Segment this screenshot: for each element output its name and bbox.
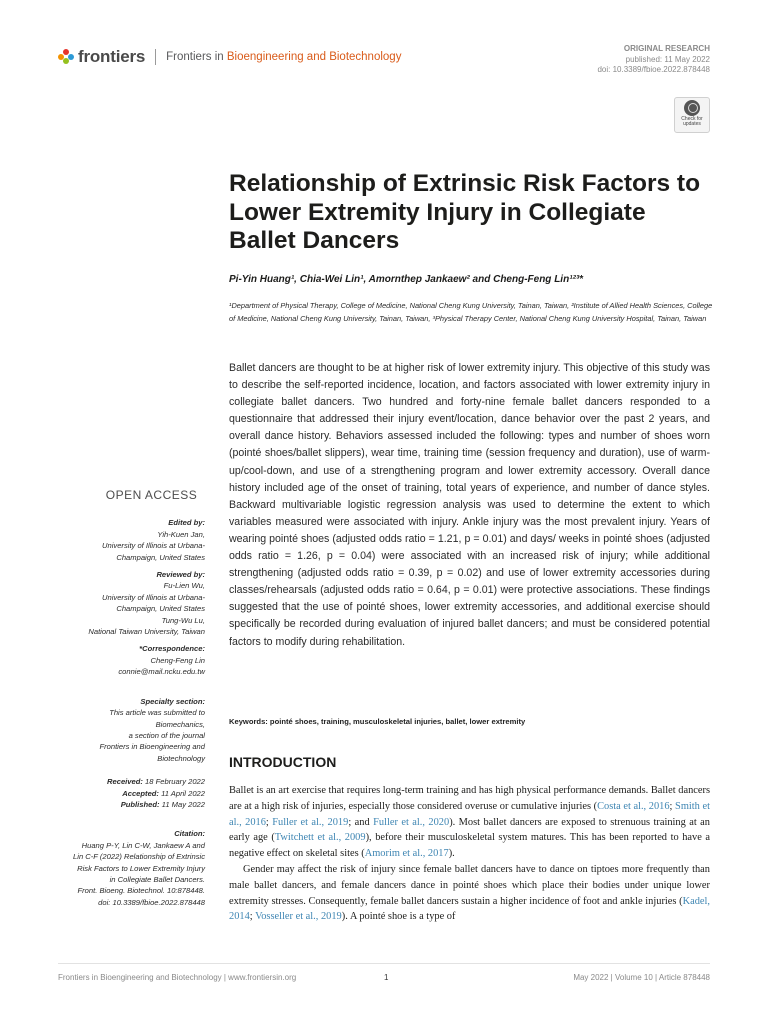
journal-logo[interactable] — [58, 44, 401, 70]
accepted-date: Accepted: 11 April 2022 — [122, 788, 205, 798]
affiliations: ¹Department of Physical Therapy, College of Medicine, National Cheng Kung University, Tainan, Taiwan, ²Institute of Allied Health Sciences, College of Medicine, National Cheng Kung University, Tainan, Taiwan, ³Physical Therapy Center, National Cheng Kung University Hospital, Tainan, Taiwan — [229, 301, 713, 323]
editor-affiliation: Champaign, United States — [116, 552, 205, 562]
specialty-text: Biomechanics, — [155, 719, 205, 729]
citation-link[interactable]: Kadel, 2014 — [229, 895, 710, 923]
published-date: published: 11 May 2022 — [625, 54, 710, 64]
reviewed-by-label: Reviewed by: — [156, 570, 205, 580]
citation-link[interactable]: Fuller et al., 2020 — [373, 816, 450, 828]
correspondence-email[interactable]: connie@mail.ncku.edu.tw — [118, 667, 205, 677]
brand-name: frontiers — [78, 47, 146, 66]
citation-text: Risk Factors to Lower Extremity Injury — [77, 863, 205, 873]
check-for-updates-button[interactable] — [674, 97, 710, 133]
section-heading-introduction: INTRODUCTION — [229, 754, 337, 770]
author-list: Pi-Yin Huang¹, Chia-Wei Lin¹, Amornthep Jankaew² and Cheng-Feng Lin¹²³* — [229, 274, 584, 285]
reviewer-affiliation: Champaign, United States — [116, 604, 205, 614]
keywords: Keywords: pointé shoes, training, musculoskeletal injuries, ballet, lower extremity — [229, 717, 526, 726]
reviewer-name: Fu-Lien Wu, — [163, 581, 205, 591]
citation-label: Citation: — [174, 829, 205, 839]
article-type: ORIGINAL RESEARCH — [623, 44, 710, 53]
citation-link[interactable]: Vosseller et al., 2019 — [255, 911, 342, 923]
article-title: Relationship of Extrinsic Risk Factors to Lower Extremity Injury in Collegiate Ballet Dancers — [229, 170, 701, 254]
correspondence-name: Cheng-Feng Lin — [150, 655, 205, 665]
header-divider — [155, 49, 156, 65]
doi-link[interactable]: doi: 10.3389/fbioe.2022.878448 — [597, 65, 710, 74]
frontiers-logo-icon — [58, 49, 74, 65]
abstract: Ballet dancers are thought to be at higher risk of lower extremity injury. This objective of this study was to describe the self-reported incidence, location, and factors associated with lower extremity injury in collegiate ballet dancers. Two hundred and forty-nine female ballet dancers responded to a questionnaire that addressed their injury event/location, dance behavior over the past 2 years, and overall dance history. Behaviors assessed included the following: types and number of shoes worn (pointé shoes/ballet slippers), wear time, training time (session frequency and duration), use of warm-up/cool-down, and use of a strengthening program and lower extremity accessory. Overall dance history included age of the onset of training, total years of experience, and number of dance styles. Backward multivariable logistic regression analysis was used to determine the extent to which variables measured were associated with injury. Ankle injury was the most prevalent injury. Years of wearing pointé shoes (adjusted odds ratio = 1.21, p = 0.01) and days/ weeks in pointé shoes (adjusted odds ratio = 1.26, p = 0.04) were associated with an increased risk of injury; while additional strengthening (adjusted odds ratio = 0.39, p = 0.02) and use of lower extremity accessories during classes/rehearsals (adjusted odds ratio = 0.64, p = 0.01) were protective associations. These findings suggested that the use of pointé shoes, lower extremity accessories, and additional exercise should specifically be recorded during evaluation of injured ballet dancers; and must be considered potential factors to modify during rehabilitation. — [229, 362, 710, 648]
introduction-body — [229, 783, 710, 925]
citation-doi[interactable]: doi: 10.3389/fbioe.2022.878448 — [98, 897, 205, 907]
footer-divider — [58, 963, 710, 964]
edited-by-label: Edited by: — [168, 518, 205, 528]
citation-link[interactable]: Costa et al., 2016 — [597, 800, 670, 812]
footer-issue-info: May 2022 | Volume 10 | Article 878448 — [573, 973, 710, 982]
citation-link[interactable]: Amorim et al., 2017 — [364, 848, 449, 860]
published-date-sidebar: Published: 11 May 2022 — [120, 799, 205, 809]
citation-text: Lin C-F (2022) Relationship of Extrinsic — [73, 852, 205, 862]
correspondence-label: *Correspondence: — [139, 644, 205, 654]
specialty-text: Frontiers in Bioengineering and — [99, 742, 205, 752]
specialty-text: This article was submitted to — [109, 708, 205, 718]
citation-text: Huang P-Y, Lin C-W, Jankaew A and — [81, 840, 205, 850]
specialty-label: Specialty section: — [140, 696, 205, 706]
citation-text: in Collegiate Ballet Dancers. — [109, 874, 205, 884]
footer-journal-link[interactable]: Frontiers in Bioengineering and Biotechnology | www.frontiersin.org — [58, 973, 297, 982]
editor-name: Yih-Kuen Jan, — [157, 529, 205, 539]
page-number: 1 — [384, 973, 389, 982]
specialty-text: a section of the journal — [128, 730, 205, 740]
article-sidebar — [58, 490, 205, 908]
reviewer-name: Tung-Wu Lu, — [161, 615, 205, 625]
editor-affiliation: University of Illinois at Urbana- — [102, 541, 205, 551]
check-updates-label: Check for updates — [681, 116, 703, 127]
citation-text: Front. Bioeng. Biotechnol. 10:878448. — [77, 886, 205, 896]
check-updates-icon — [684, 100, 700, 116]
specialty-text: Biotechnology — [157, 753, 205, 763]
journal-name: Frontiers in Bioengineering and Biotechnology — [166, 51, 402, 63]
citation-link[interactable]: Twitchett et al., 2009 — [274, 832, 366, 844]
citation-link[interactable]: Smith et al., 2016 — [229, 800, 710, 828]
citation-link[interactable]: Fuller et al., 2019 — [272, 816, 349, 828]
open-access-label: OPEN ACCESS — [105, 488, 198, 502]
reviewer-affiliation: University of Illinois at Urbana- — [102, 592, 205, 602]
paragraph: Gender may affect the risk of injury since female ballet dancers have to dance on tiptoes more frequently than male ballet dancers, and female dancers dance in pointé shoes which place their bodies under unique lower extremity stresses. Consequently, female ballet dancers sustain a higher incidence of foot and ankle injuries (Kadel, 2014; Vosseller et al., 2019). A pointé shoe is a type of — [229, 863, 710, 923]
article-meta — [597, 44, 710, 76]
received-date: Received: 18 February 2022 — [107, 777, 205, 787]
reviewer-affiliation: National Taiwan University, Taiwan — [88, 627, 205, 637]
paragraph: Ballet is an art exercise that requires long-term training and has high physical performance demands. Ballet dancers are at a high risk of injuries, especially those considered overuse or cumulative injuries (Costa et al., 2016; Smith et al., 2016; Fuller et al., 2019; and Fuller et al., 2020). Most ballet dancers are exposed to strenuous training at an early age (Twitchett et al., 2009), before their musculoskeletal system matures. This has been reported to have a negative effect on skeletal sites (Amorim et al., 2017). — [229, 785, 711, 860]
